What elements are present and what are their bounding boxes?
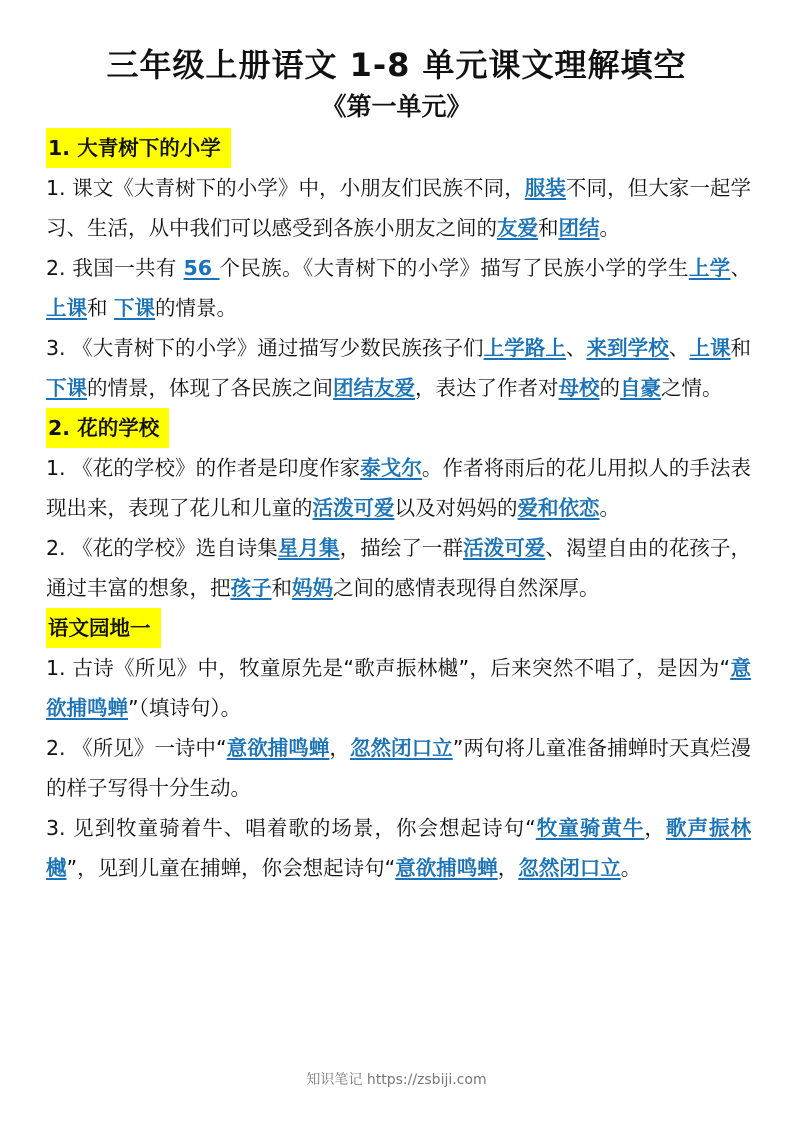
answer-blank: 友爱 xyxy=(497,216,538,240)
question-text: 3. 《大青树下的小学》通过描写少数民族孩子们 xyxy=(46,336,484,360)
answer-blank: 团结 xyxy=(558,216,600,240)
question-text: 、渴望自由的花孩子，通过丰富的想象，把 xyxy=(46,536,752,600)
question-text: 2. 《花的学校》选自诗集 xyxy=(46,536,278,560)
answer-blank: 妈妈 xyxy=(292,576,333,600)
question-text: 的 xyxy=(599,376,620,400)
question-text: 。 xyxy=(599,216,620,240)
question-text: ， xyxy=(497,856,519,880)
answer-blank: 泰戈尔 xyxy=(360,456,422,480)
question-text: 1. 《花的学校》的作者是印度作家 xyxy=(46,456,361,480)
section-heading: 1. 大青树下的小学 xyxy=(46,128,231,168)
question-text: 不同，但大家一起学习、生活，从中我们可以感受到各族小朋友之间的 xyxy=(46,176,752,240)
answer-blank: 爱和依恋 xyxy=(517,496,600,520)
answer-blank: 歌声振林樾 xyxy=(46,816,752,880)
question-text: ”，见到儿童在捕蝉，你会想起诗句“ xyxy=(66,856,396,880)
answer-blank: 星月集 xyxy=(277,536,340,560)
question-paragraph xyxy=(46,528,751,608)
answer-blank: 意欲捕鸣蝉 xyxy=(395,856,498,880)
question-text: 和 xyxy=(538,216,559,240)
answer-blank: 活泼可爱 xyxy=(312,496,395,520)
question-text: 1. 古诗《所见》中，牧童原先是“歌声振林樾”，后来突然不唱了，是因为“ xyxy=(46,656,731,680)
question-text: 2. 《所见》一诗中“ xyxy=(46,736,227,760)
answer-blank: 下课 xyxy=(46,376,87,400)
answer-blank: 上学路上 xyxy=(483,336,566,360)
question-text: 和 xyxy=(730,336,752,360)
question-text: 和 xyxy=(87,296,115,320)
question-text: 的情景，体现了各民族之间 xyxy=(87,376,333,400)
question-text: 。 xyxy=(599,496,620,520)
question-text: 的情景。 xyxy=(155,296,238,320)
question-text: ”两句将儿童准备捕蝉时天真烂漫的样子写得十分生动。 xyxy=(46,736,752,800)
worksheet-section xyxy=(46,408,751,608)
answer-blank: 母校 xyxy=(558,376,600,400)
question-paragraph xyxy=(46,808,751,888)
question-paragraph xyxy=(46,648,751,728)
question-text: 之间的感情表现得自然深厚。 xyxy=(333,576,600,600)
answer-blank: 56 xyxy=(183,256,220,280)
answer-blank: 上课 xyxy=(689,336,731,360)
answer-blank: 意欲捕鸣蝉 xyxy=(226,736,330,760)
question-text: 2. 我国一共有 xyxy=(46,256,184,280)
question-text: 个民族。《大青树下的小学》描写了民族小学的学生 xyxy=(219,256,689,280)
question-text: 1. 课文《大青树下的小学》中，小朋友们民族不同， xyxy=(46,176,525,200)
answer-blank: 上课 xyxy=(46,296,87,320)
question-paragraph xyxy=(46,728,751,808)
answer-blank: 忽然闭口立 xyxy=(518,856,621,880)
question-text: 以及对妈妈的 xyxy=(394,496,518,520)
answer-blank: 下课 xyxy=(114,296,156,320)
question-paragraph xyxy=(46,248,751,328)
answer-blank: 意欲捕鸣蝉 xyxy=(46,656,752,720)
question-text: 、 xyxy=(668,336,690,360)
answer-blank: 活泼可爱 xyxy=(463,536,546,560)
answer-blank: 服装 xyxy=(524,176,566,200)
question-paragraph xyxy=(46,168,751,248)
answer-blank: 牧童骑黄牛 xyxy=(535,816,645,840)
answer-blank: 来到学校 xyxy=(586,336,669,360)
question-text: 3. 见到牧童骑着牛、唱着歌的场景，你会想起诗句“ xyxy=(46,816,536,840)
question-text: ，描绘了一群 xyxy=(339,536,464,560)
worksheet-content xyxy=(46,128,751,888)
answer-blank: 自豪 xyxy=(620,376,661,400)
answer-blank: 孩子 xyxy=(230,576,272,600)
question-text: ， xyxy=(644,816,666,840)
page-title: 三年级上册语文 1-8 单元课文理解填空 xyxy=(106,46,687,84)
unit-subtitle: 《第一单元》 xyxy=(321,92,472,121)
answer-blank: 团结友爱 xyxy=(333,376,415,400)
worksheet-section xyxy=(46,128,751,408)
footer-watermark: 知识笔记 https://zsbiji.com xyxy=(306,1072,487,1088)
worksheet-section xyxy=(46,608,751,888)
answer-blank: 上学 xyxy=(688,256,731,280)
question-text: 和 xyxy=(271,576,292,600)
section-heading: 2. 花的学校 xyxy=(46,408,169,448)
question-text: ， xyxy=(329,736,350,760)
question-text: 、 xyxy=(730,256,752,280)
question-text: ”（填诗句）。 xyxy=(128,696,242,720)
section-heading: 语文园地一 xyxy=(46,608,161,648)
question-text: 。 xyxy=(620,856,642,880)
question-text: ，表达了作者对 xyxy=(415,376,559,400)
question-paragraph xyxy=(46,448,751,528)
question-text: 、 xyxy=(565,336,587,360)
question-text: 之情。 xyxy=(661,376,723,400)
question-paragraph xyxy=(46,328,751,408)
question-text: 。作者将雨后的花儿用拟人的手法表现出来，表现了花儿和儿童的 xyxy=(46,456,752,520)
answer-blank: 忽然闭口立 xyxy=(349,736,453,760)
